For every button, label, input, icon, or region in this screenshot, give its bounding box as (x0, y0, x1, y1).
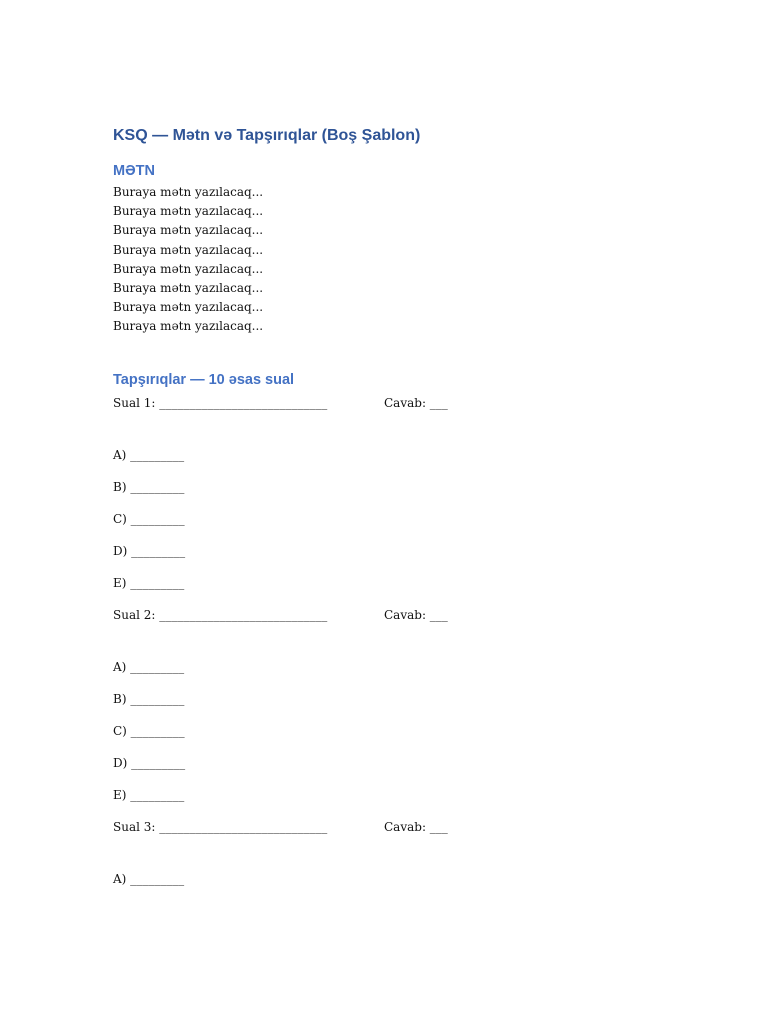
answer-blank: Cavab: ___ (384, 819, 448, 834)
question-row (113, 394, 673, 413)
answer-blank: Cavab: ___ (384, 395, 448, 410)
question-block-2 (113, 606, 673, 818)
option-c: C) _________ (113, 723, 185, 738)
question-label: Sual 2: ____________________________ (113, 607, 328, 622)
question-block-3 (113, 818, 673, 902)
text-line: Buraya mətn yazılacaq... (113, 300, 264, 315)
option-a: A) _________ (113, 871, 185, 886)
text-line: Buraya mətn yazılacaq... (113, 242, 264, 257)
option-e: E) _________ (113, 575, 185, 590)
text-line: Buraya mətn yazılacaq... (113, 185, 264, 199)
question-row (113, 818, 673, 837)
document-page (113, 122, 673, 902)
question-label: Sual 3: ____________________________ (113, 819, 328, 834)
text-section-heading: MƏTN (113, 163, 155, 179)
answer-blank: Cavab: ___ (384, 607, 448, 622)
tasks-section-heading: Tapşırıqlar — 10 əsas sual (113, 371, 295, 388)
text-line: Buraya mətn yazılacaq... (113, 281, 264, 296)
option-b: B) _________ (113, 691, 185, 706)
text-line: Buraya mətn yazılacaq... (113, 223, 264, 238)
option-b: B) _________ (113, 479, 185, 494)
option-a: A) _________ (113, 659, 185, 674)
option-c: C) _________ (113, 511, 185, 526)
question-label: Sual 1: ____________________________ (113, 395, 328, 410)
question-row (113, 606, 673, 625)
option-e: E) _________ (113, 787, 185, 802)
question-block-1 (113, 394, 673, 606)
option-d: D) _________ (113, 755, 186, 770)
option-d: D) _________ (113, 543, 186, 558)
text-line: Buraya mətn yazılacaq... (113, 319, 264, 334)
text-section-body (113, 183, 673, 337)
text-line: Buraya mətn yazılacaq... (113, 261, 264, 276)
document-title: KSQ — Mətn və Tapşırıqlar (Boş Şablon) (113, 127, 421, 144)
option-a: A) _________ (113, 447, 185, 462)
text-line: Buraya mətn yazılacaq... (113, 204, 264, 219)
